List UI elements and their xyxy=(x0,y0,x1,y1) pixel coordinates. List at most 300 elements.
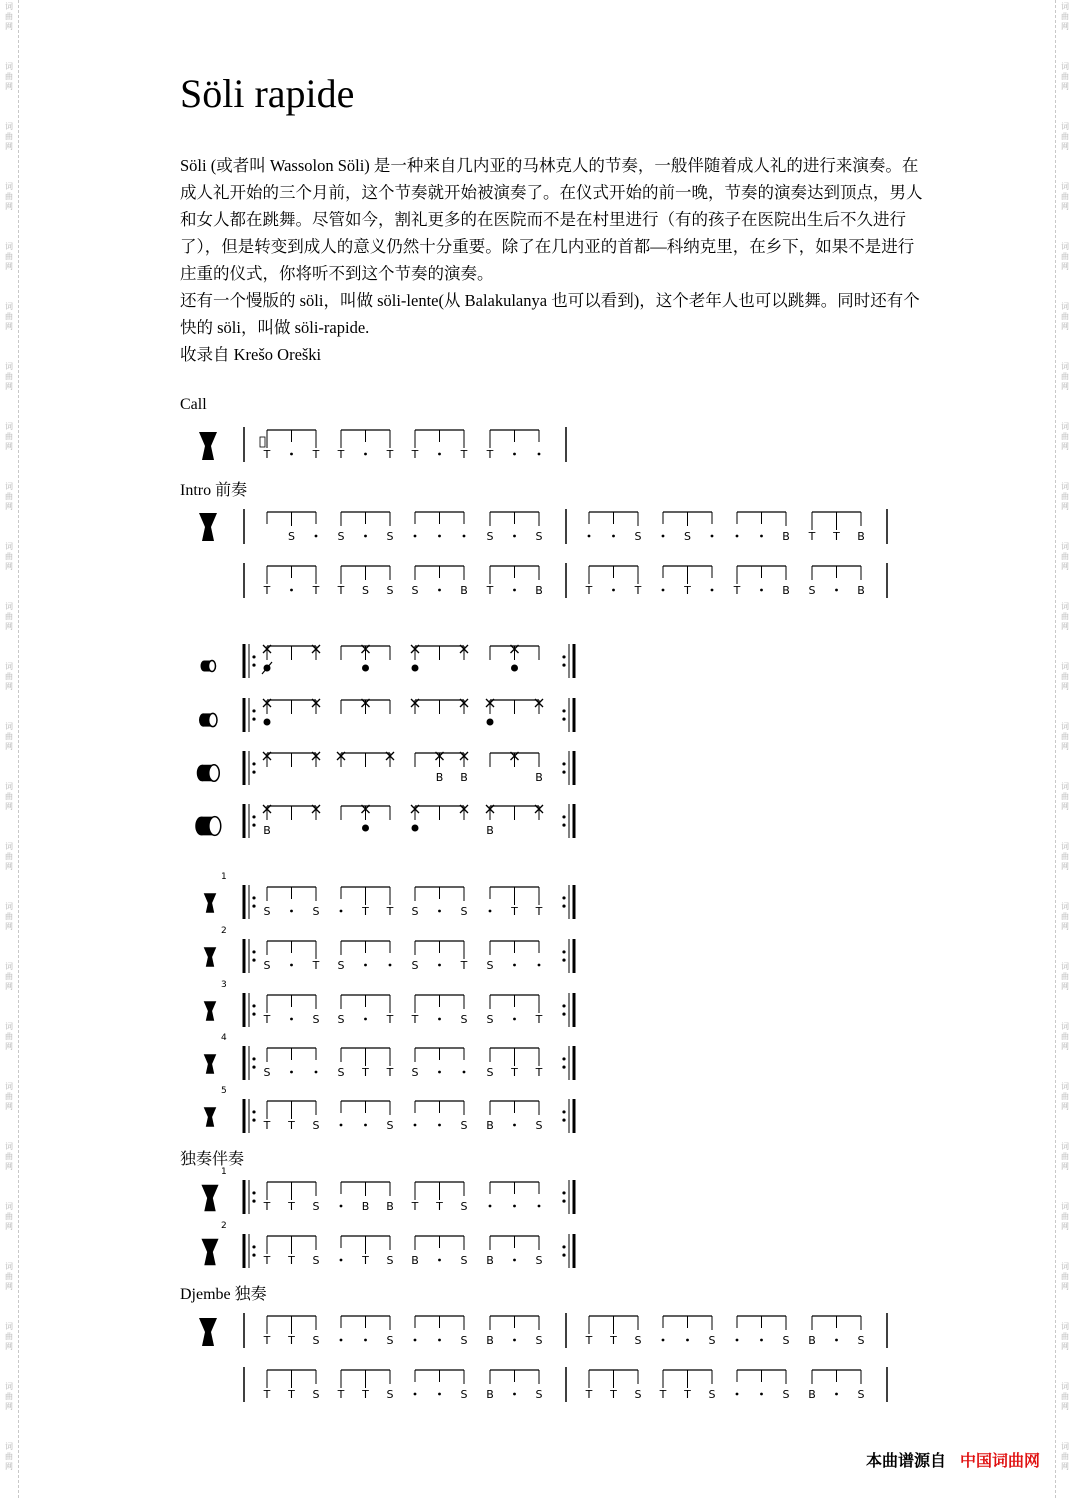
rest-dot xyxy=(513,1393,516,1396)
watermark-glyphs: 词 曲 网 xyxy=(5,1382,13,1411)
stroke-label: S xyxy=(634,1388,642,1401)
repeat-dot xyxy=(252,950,255,953)
rest-dot xyxy=(513,1339,516,1342)
stroke-label: S xyxy=(312,1254,320,1267)
watermark-glyphs: 词 曲 网 xyxy=(1061,782,1069,811)
repeat-dot xyxy=(252,1245,255,1248)
description-paragraph: 还有一个慢版的 söli，叫做 söli-lente(从 Balakulanya 也可以看到)，这个老年人也可以跳舞。同时还有个快的 söli，叫做 söli-rapide. xyxy=(180,291,920,337)
watermark-glyphs: 词 曲 网 xyxy=(1061,122,1069,151)
stroke-label: S xyxy=(288,530,295,543)
stroke-label: S xyxy=(486,959,494,972)
repeat-dot xyxy=(562,1245,565,1248)
rest-dot xyxy=(513,1124,516,1127)
rest-dot xyxy=(438,1259,441,1262)
stroke-label: S xyxy=(460,1334,468,1347)
rest-dot xyxy=(736,1339,739,1342)
stroke-label: T xyxy=(634,584,642,597)
stroke-label: T xyxy=(337,584,345,597)
stroke-label: T xyxy=(263,1334,271,1347)
stroke-label: B xyxy=(411,1254,419,1267)
stroke-label: T xyxy=(263,1013,271,1026)
stroke-label: B xyxy=(361,1200,370,1213)
stroke-label: B xyxy=(486,824,494,837)
stroke-label: T xyxy=(263,1388,271,1401)
repeat-dot xyxy=(252,663,255,666)
rest-dot xyxy=(438,1393,441,1396)
intro-rows xyxy=(199,509,887,598)
open-stroke xyxy=(412,825,419,832)
part-number: 2 xyxy=(221,926,227,936)
watermark-glyphs: 词 曲 网 xyxy=(5,1082,13,1111)
call-row xyxy=(199,427,566,462)
watermark-glyphs: 词 曲 网 xyxy=(5,122,13,151)
rest-dot xyxy=(760,589,763,592)
stroke-label: S xyxy=(486,1013,494,1026)
stroke-label: S xyxy=(263,905,271,918)
watermark-glyphs: 词 曲 网 xyxy=(5,722,13,751)
repeat-dot xyxy=(252,904,255,907)
stroke-label: T xyxy=(337,1388,345,1401)
watermark-glyphs: 词 曲 网 xyxy=(1061,1442,1069,1471)
stroke-label: S xyxy=(782,1388,790,1401)
rest-dot xyxy=(538,1205,541,1208)
repeat-dot xyxy=(252,709,255,712)
open-stroke xyxy=(264,719,271,726)
stroke-label: T xyxy=(386,1013,394,1026)
stroke-label: T xyxy=(386,448,394,461)
rest-dot xyxy=(538,453,541,456)
rest-dot xyxy=(711,589,714,592)
repeat-dot xyxy=(562,958,565,961)
watermark-glyphs: 词 曲 网 xyxy=(1061,962,1069,991)
repeat-dot xyxy=(562,1118,565,1121)
rest-dot xyxy=(538,964,541,967)
repeat-dot xyxy=(562,770,565,773)
stroke-label: T xyxy=(610,1334,617,1347)
stroke-label: S xyxy=(857,1388,865,1401)
rest-dot xyxy=(686,1339,689,1342)
rest-dot xyxy=(414,1393,417,1396)
part-number: 2 xyxy=(221,1221,227,1231)
source-credit: 收录自 Krešo Oreški xyxy=(180,345,322,364)
stroke-label: S xyxy=(312,1119,320,1132)
repeat-dot xyxy=(252,1012,255,1015)
rest-dot xyxy=(513,453,516,456)
section-solo-accomp-label: 独奏伴奏 xyxy=(180,1151,245,1168)
stroke-label: T xyxy=(288,1254,295,1267)
rest-dot xyxy=(513,1018,516,1021)
stroke-label: B xyxy=(857,530,865,543)
repeat-dot xyxy=(252,1065,255,1068)
djembe-icon xyxy=(204,947,217,967)
repeat-dot xyxy=(252,823,255,826)
stroke-label: T xyxy=(288,1119,295,1132)
stroke-label: S xyxy=(708,1334,716,1347)
stroke-label: S xyxy=(337,530,345,543)
repeat-dot xyxy=(562,815,565,818)
stroke-label: S xyxy=(460,1013,468,1026)
repeat-dot xyxy=(252,958,255,961)
section-call-label: Call xyxy=(180,396,207,413)
stroke-label: T xyxy=(585,1334,593,1347)
open-stroke xyxy=(511,665,518,672)
flam-mark xyxy=(260,437,265,447)
stroke-label: S xyxy=(386,1119,394,1132)
stroke-label: T xyxy=(288,1388,295,1401)
rest-dot xyxy=(662,589,665,592)
rest-dot xyxy=(513,964,516,967)
stroke-label: B xyxy=(486,1119,494,1132)
stroke-label: S xyxy=(460,1119,468,1132)
watermark-glyphs: 词 曲 网 xyxy=(1061,1382,1069,1411)
rest-dot xyxy=(736,535,739,538)
djembe-icon xyxy=(204,1054,217,1074)
djembe-icon xyxy=(199,513,217,541)
stroke-label: S xyxy=(808,584,816,597)
stroke-label: T xyxy=(585,1388,593,1401)
stroke-label: T xyxy=(362,1388,369,1401)
solo-accompaniment-rows xyxy=(201,1167,574,1268)
rest-dot xyxy=(438,453,441,456)
footer xyxy=(866,1448,1040,1471)
watermark-glyphs: 词 曲 网 xyxy=(1061,1082,1069,1111)
watermark-glyphs: 词 曲 网 xyxy=(5,62,13,91)
stroke-label: T xyxy=(263,1200,271,1213)
stroke-label: S xyxy=(386,530,394,543)
stroke-label: T xyxy=(362,905,369,918)
rest-dot xyxy=(290,1018,293,1021)
stroke-label: T xyxy=(263,448,271,461)
watermark-glyphs: 词 曲 网 xyxy=(5,482,13,511)
stroke-label: T xyxy=(312,959,320,972)
stroke-label: B xyxy=(782,530,790,543)
repeat-dot xyxy=(252,762,255,765)
watermark-glyphs: 词 曲 网 xyxy=(5,1262,13,1291)
watermark-glyphs: 词 曲 网 xyxy=(5,302,13,331)
djembe-icon xyxy=(201,1239,218,1266)
footer-site-name[interactable]: 中国词曲网 xyxy=(959,1451,1040,1470)
rest-dot xyxy=(340,910,343,913)
watermark-glyphs: 词 曲 网 xyxy=(1061,722,1069,751)
repeat-dot xyxy=(562,1065,565,1068)
rest-dot xyxy=(489,910,492,913)
stroke-label: B xyxy=(263,824,271,837)
rest-dot xyxy=(290,1071,293,1074)
watermark-glyphs: 词 曲 网 xyxy=(5,602,13,631)
watermark-glyphs: 词 曲 网 xyxy=(1061,542,1069,571)
stroke-label: T xyxy=(362,1254,369,1267)
stroke-label: S xyxy=(337,1013,345,1026)
djembe-icon xyxy=(204,893,217,913)
repeat-dot xyxy=(562,1012,565,1015)
stroke-label: T xyxy=(535,1066,543,1079)
stroke-label: S xyxy=(312,905,320,918)
watermark-glyphs: 词 曲 网 xyxy=(1061,2,1069,31)
rest-dot xyxy=(438,589,441,592)
rest-dot xyxy=(736,1393,739,1396)
stroke-label: S xyxy=(362,584,369,597)
stroke-label: B xyxy=(386,1200,394,1213)
rest-dot xyxy=(389,964,392,967)
stroke-label: S xyxy=(857,1334,865,1347)
repeat-dot xyxy=(252,1118,255,1121)
watermark-glyphs: 词 曲 网 xyxy=(5,782,13,811)
stroke-label: T xyxy=(411,1200,419,1213)
stroke-label: S xyxy=(486,530,494,543)
rest-dot xyxy=(290,453,293,456)
stroke-label: S xyxy=(312,1200,320,1213)
stroke-label: T xyxy=(684,584,691,597)
rest-dot xyxy=(513,1259,516,1262)
watermark-glyphs: 词 曲 网 xyxy=(5,962,13,991)
stroke-label: B xyxy=(857,584,865,597)
watermark-glyphs: 词 曲 网 xyxy=(1061,1142,1069,1171)
watermark-glyphs: 词 曲 网 xyxy=(1061,362,1069,391)
rest-dot xyxy=(290,589,293,592)
repeat-dot xyxy=(562,1253,565,1256)
open-stroke xyxy=(362,665,369,672)
stroke-label: T xyxy=(362,1066,369,1079)
stroke-label: B xyxy=(460,771,468,784)
repeat-dot xyxy=(252,1199,255,1202)
watermark-glyphs: 词 曲 网 xyxy=(5,1322,13,1351)
stroke-label: T xyxy=(312,584,320,597)
watermark-glyphs: 词 曲 网 xyxy=(1061,602,1069,631)
stroke-label: S xyxy=(386,1334,394,1347)
stroke-label: S xyxy=(337,959,345,972)
rest-dot xyxy=(315,1071,318,1074)
stroke-label: B xyxy=(435,771,444,784)
stroke-label: T xyxy=(610,1388,617,1401)
rest-dot xyxy=(315,535,318,538)
djembe-icon xyxy=(204,1107,217,1127)
stroke-label: S xyxy=(386,1254,394,1267)
stroke-label: B xyxy=(535,584,543,597)
rest-dot xyxy=(438,964,441,967)
stroke-label: T xyxy=(511,1066,518,1079)
open-stroke xyxy=(412,665,419,672)
stroke-label: T xyxy=(263,584,271,597)
stroke-label: T xyxy=(288,1200,295,1213)
watermark-glyphs: 词 曲 网 xyxy=(1061,1322,1069,1351)
watermark-glyphs: 词 曲 网 xyxy=(5,422,13,451)
open-stroke xyxy=(487,719,494,726)
rest-dot xyxy=(340,1205,343,1208)
rest-dot xyxy=(711,535,714,538)
stroke-label: T xyxy=(684,1388,691,1401)
stroke-label: T xyxy=(263,1254,271,1267)
repeat-dot xyxy=(252,1253,255,1256)
rest-dot xyxy=(364,1339,367,1342)
repeat-dot xyxy=(562,1110,565,1113)
djembe-icon xyxy=(201,1185,218,1212)
stroke-label: S xyxy=(337,1066,345,1079)
rest-dot xyxy=(835,1393,838,1396)
part-number: 4 xyxy=(221,1033,227,1043)
watermark-glyphs: 词 曲 网 xyxy=(5,662,13,691)
stroke-label: S xyxy=(708,1388,716,1401)
repeat-dot xyxy=(252,1057,255,1060)
stroke-label: T xyxy=(386,1066,394,1079)
stroke-label: S xyxy=(535,530,543,543)
stroke-label: T xyxy=(486,448,494,461)
part-number: 1 xyxy=(221,872,227,882)
repeat-dot xyxy=(562,717,565,720)
rest-dot xyxy=(760,1339,763,1342)
repeat-dot xyxy=(562,823,565,826)
djembe-solo-rows xyxy=(199,1313,887,1402)
rest-dot xyxy=(364,535,367,538)
stroke-label: S xyxy=(634,530,642,543)
stroke-label: S xyxy=(460,905,468,918)
section-intro-label: Intro 前奏 xyxy=(180,482,248,499)
stroke-label: S xyxy=(386,1388,394,1401)
stroke-label: T xyxy=(460,448,468,461)
watermark-glyphs: 词 曲 网 xyxy=(5,1442,13,1471)
rest-dot xyxy=(835,589,838,592)
watermark-glyphs: 词 曲 网 xyxy=(5,902,13,931)
stroke-label: S xyxy=(782,1334,790,1347)
rest-dot xyxy=(290,910,293,913)
rest-dot xyxy=(364,453,367,456)
stroke-label: S xyxy=(535,1388,543,1401)
stroke-label: S xyxy=(535,1254,543,1267)
stroke-label: T xyxy=(535,1013,543,1026)
rest-dot xyxy=(489,1205,492,1208)
stroke-label: T xyxy=(659,1388,667,1401)
rest-dot xyxy=(463,535,466,538)
footer-source-label: 本曲谱源自 xyxy=(865,1451,946,1470)
stroke-label: S xyxy=(460,1254,468,1267)
watermark-glyphs: 词 曲 网 xyxy=(5,1202,13,1231)
part-number: 5 xyxy=(221,1086,227,1096)
rest-dot xyxy=(364,1124,367,1127)
stroke-label: B xyxy=(782,584,790,597)
repeat-dot xyxy=(562,663,565,666)
repeat-dot xyxy=(562,896,565,899)
repeat-dot xyxy=(562,950,565,953)
stroke-label: S xyxy=(312,1334,320,1347)
stroke-label: B xyxy=(486,1334,494,1347)
rest-dot xyxy=(340,1339,343,1342)
watermark-glyphs: 词 曲 网 xyxy=(1061,1202,1069,1231)
rest-dot xyxy=(513,535,516,538)
stroke-label: T xyxy=(808,530,816,543)
stroke-label: S xyxy=(535,1119,543,1132)
stroke-label: T xyxy=(263,1119,271,1132)
stroke-label: T xyxy=(486,584,494,597)
rest-dot xyxy=(364,1018,367,1021)
rest-dot xyxy=(438,1071,441,1074)
stroke-label: S xyxy=(634,1334,642,1347)
watermark-glyphs: 词 曲 网 xyxy=(5,2,13,31)
watermark-glyphs: 词 曲 网 xyxy=(5,242,13,271)
rest-dot xyxy=(364,964,367,967)
watermark-glyphs: 词 曲 网 xyxy=(5,1142,13,1171)
stroke-label: B xyxy=(535,771,543,784)
section-djembe-solo-label: Djembe 独奏 xyxy=(180,1286,267,1303)
djembe-icon xyxy=(199,1318,217,1346)
stroke-label: T xyxy=(833,530,840,543)
watermark-glyphs: 词 曲 网 xyxy=(1061,62,1069,91)
rest-dot xyxy=(438,1018,441,1021)
dunun-icon xyxy=(209,765,220,782)
watermark-glyphs: 词 曲 网 xyxy=(5,362,13,391)
stroke-label: T xyxy=(585,584,593,597)
stroke-label: S xyxy=(312,1388,320,1401)
stroke-label: S xyxy=(312,1013,320,1026)
stroke-label: S xyxy=(411,959,419,972)
rest-dot xyxy=(513,589,516,592)
rest-dot xyxy=(662,535,665,538)
repeat-dot xyxy=(252,717,255,720)
rest-dot xyxy=(463,1071,466,1074)
repeat-dot xyxy=(562,709,565,712)
djembe-icon xyxy=(199,432,217,460)
stroke-label: T xyxy=(535,905,543,918)
rest-dot xyxy=(414,1339,417,1342)
watermark-glyphs: 词 曲 网 xyxy=(5,842,13,871)
watermark-glyphs: 词 曲 网 xyxy=(1061,1022,1069,1051)
stroke-label: S xyxy=(684,530,691,543)
repeat-dot xyxy=(252,896,255,899)
watermark-glyphs: 词 曲 网 xyxy=(1061,902,1069,931)
stroke-label: B xyxy=(808,1388,816,1401)
watermark-glyphs: 词 曲 网 xyxy=(1061,662,1069,691)
rest-dot xyxy=(438,535,441,538)
stroke-label: T xyxy=(312,448,320,461)
stroke-label: T xyxy=(733,584,741,597)
watermark-glyphs: 词 曲 网 xyxy=(1061,242,1069,271)
repeat-dot xyxy=(562,1191,565,1194)
dunun-rows xyxy=(195,644,574,838)
stroke-label: S xyxy=(460,1388,468,1401)
stroke-label: T xyxy=(411,1013,419,1026)
stroke-label: S xyxy=(263,1066,271,1079)
watermark-glyphs: 词 曲 网 xyxy=(1061,842,1069,871)
rest-dot xyxy=(612,589,615,592)
watermark-glyphs: 词 曲 网 xyxy=(5,542,13,571)
repeat-dot xyxy=(562,1057,565,1060)
watermark-glyphs: 词 曲 网 xyxy=(1061,182,1069,211)
stroke-label: T xyxy=(460,959,468,972)
rest-dot xyxy=(340,1124,343,1127)
watermark-glyphs: 词 曲 网 xyxy=(1061,1262,1069,1291)
repeat-dot xyxy=(252,1110,255,1113)
repeat-dot xyxy=(562,655,565,658)
stroke-label: S xyxy=(535,1334,543,1347)
repeat-dot xyxy=(252,770,255,773)
description-paragraph: Söli (或者叫 Wassolon Söli) 是一种来自几内亚的马林克人的节奏，一般伴随着成人礼的进行来演奏。在成人礼开始的三个月前，这个节奏就开始被演奏了。在仪式开始的前一晚，节奏的演奏达到顶点，男人和女人都在跳舞。尽管如今，割礼更多的在医院而不是在村里进行（有的孩子在医院出生后不久进行了），但是转变到成人的意义仍然十分重要。除了在几内亚的首都—科纳克里，在乡下，如果不是进行庄重的仪式，你将听不到这个节奏的演奏。 xyxy=(180,156,923,283)
repeat-dot xyxy=(252,1191,255,1194)
rest-dot xyxy=(513,1205,516,1208)
stroke-label: S xyxy=(411,1066,419,1079)
page-title: Söli rapide xyxy=(180,71,355,116)
open-stroke xyxy=(362,825,369,832)
stroke-label: S xyxy=(263,959,271,972)
dunun-icon xyxy=(209,713,217,726)
stroke-label: B xyxy=(486,1254,494,1267)
stroke-label: B xyxy=(486,1388,494,1401)
rest-dot xyxy=(290,964,293,967)
dunun-icon xyxy=(209,661,216,672)
dunun-icon xyxy=(209,817,221,836)
rest-dot xyxy=(588,535,591,538)
watermark-glyphs: 词 曲 网 xyxy=(5,182,13,211)
stroke-label: S xyxy=(486,1066,494,1079)
watermark-glyphs: 词 曲 网 xyxy=(1061,422,1069,451)
stroke-label: T xyxy=(436,1200,443,1213)
